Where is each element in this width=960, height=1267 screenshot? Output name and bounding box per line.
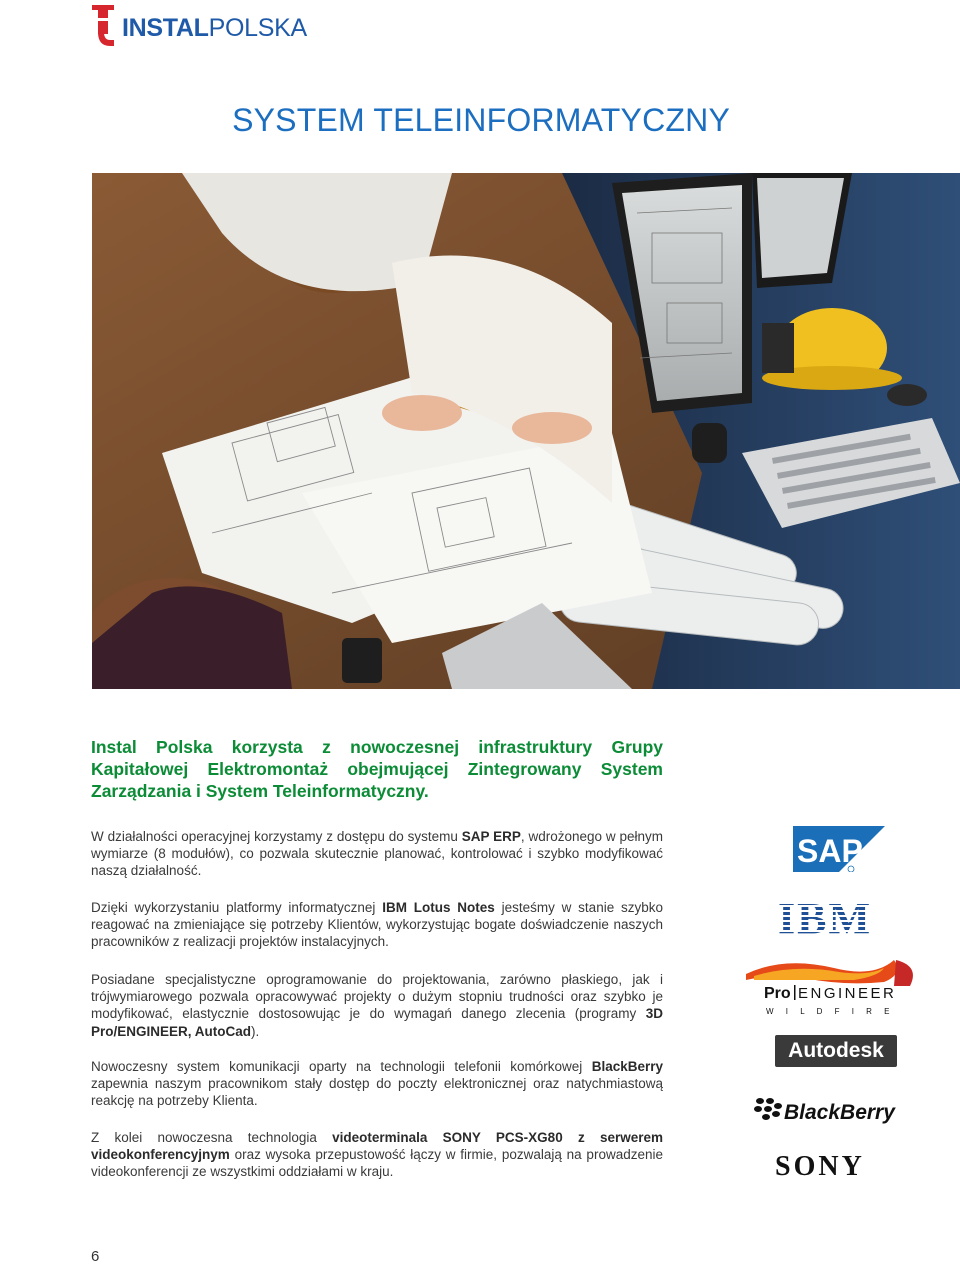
paragraph-sap: W działalności operacyjnej korzystamy z dostępu do systemu SAP ERP, wdrożonego w pełnym wymiarze (8 modułów), co pozwala skutecznie planować, kontrolować i szybko modyfikować naszą działalność. <box>91 829 664 879</box>
sap-logo <box>793 826 885 872</box>
paragraph-design-software: Posiadane specjalistyczne oprogramowanie do projektowania, zarówno płaskiego, jak i trójwymiarowego pozwala opracowywać projekty o dużym stopniu trudności oraz szybko je modyfikować, elastycznie dostosowując je do wymagań danego zlecenia (programy 3D Pro/ENGINEER, AutoCad). <box>91 972 663 1039</box>
pipe-logo-icon <box>88 2 118 50</box>
photo-illustration <box>92 173 960 689</box>
instal-polska-logo <box>88 2 348 50</box>
lead-paragraph: Instal Polska korzysta z nowoczesnej infrastruktury Grupy Kapitałowej Elektromontaż obejmującej Zintegrowany System Zarządzania i System Teleinformatyczny. <box>91 737 663 801</box>
svg-text:IBM: IBM <box>778 897 872 937</box>
autodesk-logo: Autodesk <box>775 1035 897 1067</box>
svg-text:Pro: Pro <box>764 985 791 1002</box>
paragraph-blackberry: Nowoczesny system komunikacji oparty na technologii telefonii komórkowej BlackBerry zapewnia naszym pracownikom stały dostęp do poczty elektronicznej oraz natychmiastową reakcję na potrzeby Klienta. <box>91 1059 663 1109</box>
blackberry-logo <box>752 1093 918 1127</box>
page-number: 6 <box>91 1248 100 1265</box>
svg-text:ENGINEER: ENGINEER <box>798 985 897 1002</box>
brand-name: INSTALPOLSKA <box>122 14 307 42</box>
paragraph-sony: Z kolei nowoczesna technologia videoterminala SONY PCS-XG80 z serwerem videokonferencyjnym oraz wysoka przepustowość łączy w firmie, pozwalają na prowadzenie videokonferencji ze wszystkimi oddziałami w kraju. <box>91 1130 663 1180</box>
sony-logo <box>775 1150 901 1178</box>
office-photo <box>92 173 960 689</box>
page-title: SYSTEM TELEINFORMATYCZNY <box>232 102 730 138</box>
pro-engineer-wildfire-logo <box>744 956 920 1018</box>
svg-text:SONY: SONY <box>775 1151 865 1178</box>
ibm-logo <box>778 897 880 937</box>
paragraph-ibm: Dzięki wykorzystaniu platformy informatycznej IBM Lotus Notes jesteśmy w stanie szybko reagować na zmieniające się potrzeby Klientów, wykorzystując bogate doświadczenie naszych pracowników z realizacji projektów instalacyjnych. <box>91 900 664 950</box>
svg-text:BlackBerry: BlackBerry <box>784 1101 895 1124</box>
svg-text:W I L D F I R E: W I L D F I R E <box>766 1007 895 1016</box>
svg-text:SAP: SAP <box>797 833 863 869</box>
